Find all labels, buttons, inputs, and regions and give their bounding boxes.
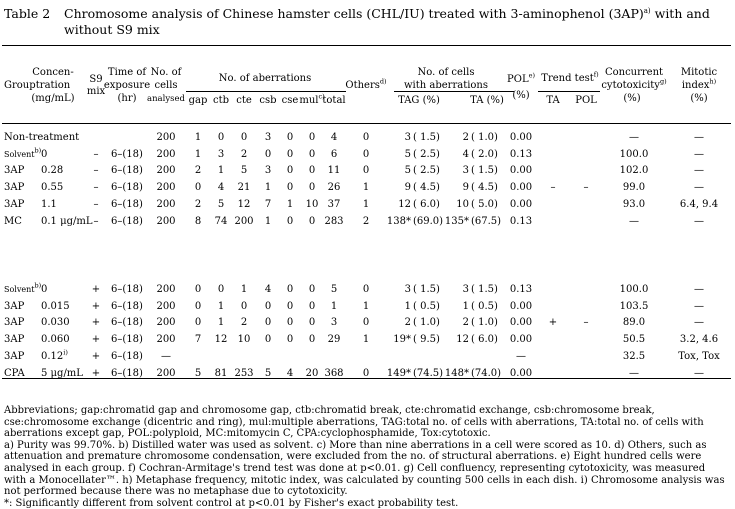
cell-mul: 0 xyxy=(308,300,316,312)
cell-n: 200 xyxy=(156,284,176,295)
cell-cc: — xyxy=(629,132,639,143)
cell-ta: 4 xyxy=(462,148,469,160)
cell-others: 0 xyxy=(362,367,370,379)
cell-ctb: 74 xyxy=(214,215,228,227)
cell-time: 6–(18) xyxy=(111,284,143,295)
cell-cte: 12 xyxy=(237,198,251,210)
cell-conc: 0 xyxy=(41,284,48,295)
cell-cte: 2 xyxy=(240,148,248,160)
cell-pol: 0.13 xyxy=(509,148,533,160)
cell-mul: 0 xyxy=(308,334,316,346)
cell-time: 6–(18) xyxy=(111,148,143,160)
cell-time: 6–(18) xyxy=(111,334,143,346)
cell-n: 200 xyxy=(156,148,176,160)
cell-mi: — xyxy=(694,215,704,227)
cell-ctb: 1 xyxy=(217,300,225,312)
cell-csb: 0 xyxy=(264,300,272,312)
cell-ctb: 4 xyxy=(217,182,225,194)
cell-pol: 0.13 xyxy=(509,284,533,295)
cell-mi: 3.2, 4.6 xyxy=(679,334,719,346)
title-line1: Chromosome analysis of Chinese hamster cells (CHL/IU) treated with 3-aminophenol (3AP) xyxy=(64,6,644,21)
cell-cse: 0 xyxy=(286,300,294,312)
cell-n: 200 xyxy=(156,182,176,194)
cell-cse: 0 xyxy=(286,284,294,295)
cell-s9: + xyxy=(91,317,101,329)
cell-s9: – xyxy=(93,182,99,194)
table-label: Table 2 xyxy=(4,6,51,21)
cell-others: 0 xyxy=(362,165,370,177)
cell-s9: – xyxy=(93,165,99,177)
cell-ctb: 5 xyxy=(217,198,225,210)
cell-cte: 21 xyxy=(237,182,251,194)
cell-s9: + xyxy=(91,284,101,295)
cell-pol: 0.00 xyxy=(509,300,533,312)
cell-csb: 4 xyxy=(264,284,272,295)
cell-pol: 0.00 xyxy=(509,182,533,194)
cell-tagp: ( 6.0) xyxy=(413,198,440,210)
cell-tr-pol: – xyxy=(583,182,589,194)
cell-ta: 2 xyxy=(462,317,469,329)
cell-tr-ta: – xyxy=(550,182,556,194)
header-total: total xyxy=(322,95,346,106)
cell-ta: 1 xyxy=(462,300,469,312)
cell-mul: 0 xyxy=(308,148,316,160)
cell-total: 37 xyxy=(327,198,341,210)
cell-cse: 0 xyxy=(286,148,294,160)
cell-mi: — xyxy=(694,132,704,143)
cell-gap: 5 xyxy=(194,367,202,379)
cell-cte: 253 xyxy=(234,367,254,379)
cell-conc: 0.030 xyxy=(41,317,70,329)
footnotes xyxy=(4,405,731,509)
header-time-3: (hr) xyxy=(117,93,137,104)
cell-cse: 4 xyxy=(286,367,294,379)
cell-conc: 0.28 xyxy=(41,165,64,177)
cell-conc: 0.060 xyxy=(41,334,70,346)
cell-cte: 200 xyxy=(234,215,254,227)
cell-group: 3AP xyxy=(4,198,25,210)
header-ta: TA (%) xyxy=(470,95,504,106)
cell-gap: 1 xyxy=(194,148,202,160)
cell-conc: 5 μg/mL xyxy=(41,367,83,379)
cell-s9: – xyxy=(93,148,99,160)
cell-mul: 0 xyxy=(308,165,316,177)
cell-total: 6 xyxy=(330,148,338,160)
cell-group: MC xyxy=(4,215,22,227)
cell-total: 283 xyxy=(324,215,344,227)
cell-pol: 0.00 xyxy=(509,334,533,346)
cell-mul: 0 xyxy=(308,182,316,194)
cell-mul: 0 xyxy=(308,284,316,295)
cell-conc: 0.015 xyxy=(41,300,70,312)
cell-cc: — xyxy=(629,215,639,227)
cell-mi: — xyxy=(694,165,704,177)
cell-mi: Tox, Tox xyxy=(678,350,720,362)
cell-mi: 6.4, 9.4 xyxy=(679,198,719,210)
cell-tap: ( 1.5) xyxy=(471,284,498,295)
cell-cse: 0 xyxy=(286,182,294,194)
cell-conc: 0 xyxy=(41,148,48,160)
top-rule xyxy=(2,45,731,46)
cell-tap: ( 5.0) xyxy=(471,198,498,210)
cell-pol: 0.00 xyxy=(509,198,533,210)
cell-time: 6–(18) xyxy=(111,317,143,329)
header-trend-pol: POL xyxy=(575,95,597,106)
cell-n: — xyxy=(161,350,171,362)
cell-tap: ( 0.5) xyxy=(471,300,498,312)
cell-cse: 0 xyxy=(286,132,294,143)
cell-group: 3AP xyxy=(4,165,25,177)
cell-tap: ( 1.0) xyxy=(471,132,498,143)
header-cells-1: No. of xyxy=(150,67,182,78)
cell-group: Non-treatment xyxy=(4,132,80,143)
cell-total: 26 xyxy=(327,182,341,194)
cell-tag: 149* xyxy=(386,367,411,379)
cell-s9: + xyxy=(91,367,101,379)
cell-gap: 0 xyxy=(194,300,202,312)
cell-gap: 1 xyxy=(194,132,202,143)
cell-total: 1 xyxy=(330,300,338,312)
header-time-1: Time of xyxy=(107,67,147,78)
cell-cse: 0 xyxy=(286,165,294,177)
cell-cte: 5 xyxy=(240,165,248,177)
cell-ta: 148* xyxy=(444,367,469,379)
cell-ctb: 0 xyxy=(217,132,225,143)
cell-csb: 3 xyxy=(264,132,272,143)
cell-mi: — xyxy=(694,367,704,379)
cell-tap: (74.0) xyxy=(471,367,502,379)
cell-time: 6–(18) xyxy=(111,350,143,362)
cell-others: 1 xyxy=(362,182,370,194)
header-ctb: ctb xyxy=(212,95,230,106)
cell-time: 6–(18) xyxy=(111,198,143,210)
cell-group: 3AP xyxy=(4,350,25,362)
cell-tag: 2 xyxy=(404,317,411,329)
cell-ctb: 3 xyxy=(217,148,225,160)
cell-tag: 5 xyxy=(404,148,411,160)
header-conc-1: Concen- xyxy=(32,67,74,78)
header-tag: TAG (%) xyxy=(398,95,440,106)
cell-total: 368 xyxy=(324,367,344,379)
cell-csb: 5 xyxy=(264,367,272,379)
cell-cc: 50.5 xyxy=(622,334,646,346)
cell-total: 11 xyxy=(327,165,341,177)
cell-ctb: 0 xyxy=(217,284,225,295)
cell-mul: 20 xyxy=(305,367,319,379)
header-pol-pct: (%) xyxy=(512,90,530,101)
footnote-line-4: with a Monocellater™. h) Metaphase frequency, mitotic index, was calculated by counting 500 cells in each dish. i) Chromosome analysis was xyxy=(4,474,725,486)
cell-gap: 2 xyxy=(194,198,202,210)
cell-cte: 2 xyxy=(240,317,248,329)
cell-others: 0 xyxy=(362,284,370,295)
header-time-2: exposure xyxy=(103,80,151,91)
cell-time: 6–(18) xyxy=(111,215,143,227)
header-s9-2: mix xyxy=(86,86,106,97)
abbreviations-line-3: aberrations except gap, POL:polyploid, MC:mitomycin C, CPA:cyclophosphamide, Tox:cytotoxic. xyxy=(4,428,491,440)
cell-tag: 1 xyxy=(404,300,411,312)
cell-n: 200 xyxy=(156,132,176,143)
cell-n: 200 xyxy=(156,300,176,312)
cell-ctb: 1 xyxy=(217,317,225,329)
cell-ta: 12 xyxy=(456,334,469,346)
abbreviations-line-2: cse:chromosome exchange (dicentric and ring), mul:multiple aberrations, TAG:total no. of cells with aberrations, TA:total no. of cells with xyxy=(4,416,704,428)
cell-tagp: ( 4.5) xyxy=(413,182,440,194)
cell-cte: 0 xyxy=(240,132,248,143)
cell-csb: 7 xyxy=(264,198,272,210)
cell-mi: — xyxy=(694,317,704,329)
footnote-line-1: a) Purity was 99.70%. b) Distilled water was used as solvent. c) More than nine aberrations in a cell were scored as 10. d) Others, such as xyxy=(4,439,707,451)
footnote-line-3: analysed in each group. f) Cochran-Armitage's trend test was done at p<0.01. g) Cell confluency, representing cytotoxicity, was measured xyxy=(4,462,706,474)
cell-tagp: (69.0) xyxy=(413,215,444,227)
header-rule xyxy=(2,123,731,124)
cell-cc: 93.0 xyxy=(622,198,646,210)
cell-ctb: 81 xyxy=(214,367,228,379)
cell-cc: 99.0 xyxy=(622,182,646,194)
cell-group: CPA xyxy=(4,367,25,379)
cell-conc: 0.1 μg/mL xyxy=(41,215,93,227)
cell-tap: ( 6.0) xyxy=(471,334,498,346)
cell-cte: 0 xyxy=(240,300,248,312)
cell-s9: – xyxy=(93,215,99,227)
header-mi-3: (%) xyxy=(690,93,708,104)
cell-csb: 3 xyxy=(264,165,272,177)
cell-tag: 3 xyxy=(404,132,411,143)
header-cte: cte xyxy=(236,95,252,106)
cell-cte: 10 xyxy=(237,334,251,346)
cell-conc: 0.55 xyxy=(41,182,64,194)
cell-n: 200 xyxy=(156,198,176,210)
cell-tagp: ( 1.5) xyxy=(413,284,440,295)
header-mi-1: Mitotic xyxy=(680,67,718,78)
cell-s9: + xyxy=(91,300,101,312)
header-s9-1: S9 xyxy=(89,74,103,85)
header-cc-3: (%) xyxy=(623,93,641,104)
cell-ta: 3 xyxy=(462,284,469,295)
cell-cc: 32.5 xyxy=(622,350,646,362)
cell-tr-pol: – xyxy=(583,317,589,329)
cell-gap: 8 xyxy=(194,215,202,227)
cell-tag: 5 xyxy=(404,165,411,177)
cell-tap: ( 1.0) xyxy=(471,317,498,329)
cell-ta: 2 xyxy=(462,132,469,143)
cell-tagp: (74.5) xyxy=(413,367,444,379)
cell-gap: 7 xyxy=(194,334,202,346)
header-cse: cse xyxy=(281,95,299,106)
cell-cte: 1 xyxy=(240,284,248,295)
cell-tagp: ( 0.5) xyxy=(413,300,440,312)
cell-group: Solvent$^{b)}$ xyxy=(4,281,42,294)
title-line1-end: with and xyxy=(650,6,710,21)
bottom-rule xyxy=(2,378,731,379)
cell-time: 6–(18) xyxy=(111,300,143,312)
cell-ta: 9 xyxy=(462,182,469,194)
cell-cse: 1 xyxy=(286,198,294,210)
cell-total: 29 xyxy=(327,334,341,346)
cell-others: 1 xyxy=(362,334,370,346)
cell-n: 200 xyxy=(156,215,176,227)
title-line2: without S9 mix xyxy=(64,22,160,37)
cell-others: 0 xyxy=(362,317,370,329)
header-cells-3: analysed xyxy=(147,94,185,104)
cell-others: 2 xyxy=(362,215,370,227)
cell-ctb: 12 xyxy=(214,334,228,346)
header-nocells-1: No. of cells xyxy=(417,67,475,78)
cell-cse: 0 xyxy=(286,317,294,329)
header-cc-2: cytotoxicity$^{g)}$ xyxy=(601,77,667,91)
cell-group: 3AP xyxy=(4,300,25,312)
cell-cse: 0 xyxy=(286,215,294,227)
cell-total: 4 xyxy=(330,132,338,143)
cell-gap: 0 xyxy=(194,317,202,329)
header-conc-2: tration xyxy=(35,80,71,91)
cell-mi: — xyxy=(694,182,704,194)
header-group: Group xyxy=(4,80,36,91)
cell-cc: — xyxy=(629,367,639,379)
cell-time: 6–(18) xyxy=(111,165,143,177)
cell-mul: 0 xyxy=(308,215,316,227)
cell-tap: ( 4.5) xyxy=(471,182,498,194)
cell-csb: 0 xyxy=(264,334,272,346)
cell-mul: 0 xyxy=(308,317,316,329)
header-pol: POL$^{e)}$ xyxy=(507,71,535,85)
header-others: Others$^{d)}$ xyxy=(345,77,387,91)
table-title xyxy=(4,6,729,38)
cell-others: 1 xyxy=(362,300,370,312)
cell-tr-ta: + xyxy=(548,317,558,329)
cell-tag: 3 xyxy=(404,284,411,295)
footnote-line-5: not performed because there was no metaphase due to cytotoxicity. xyxy=(4,486,348,498)
cell-s9: + xyxy=(91,350,101,362)
cell-total: 5 xyxy=(330,284,338,295)
cell-csb: 0 xyxy=(264,148,272,160)
cell-csb: 1 xyxy=(264,182,272,194)
cell-group: Solvent$^{b)}$ xyxy=(4,146,42,159)
cell-time: 6–(18) xyxy=(111,367,143,379)
cell-n: 200 xyxy=(156,334,176,346)
header-csb: csb xyxy=(259,95,277,106)
cell-time: 6–(18) xyxy=(111,182,143,194)
header-mul: mul$^{c)}$ xyxy=(299,92,325,106)
cell-tag: 138* xyxy=(386,215,411,227)
cell-cse: 0 xyxy=(286,334,294,346)
header-trend: Trend test$^{f)}$ xyxy=(541,70,599,84)
cell-pol: 0.00 xyxy=(509,165,533,177)
cell-tap: ( 2.0) xyxy=(471,148,498,160)
cell-pol: — xyxy=(516,350,526,362)
header-nocells-2: with aberrations xyxy=(403,80,489,91)
header-cells-2: cells xyxy=(154,80,178,91)
cell-mi: — xyxy=(694,284,704,295)
cell-cc: 100.0 xyxy=(619,148,649,160)
cell-tag: 19* xyxy=(393,334,411,346)
header-aberrations: No. of aberrations xyxy=(218,73,312,84)
trend-subrule xyxy=(538,91,600,92)
header-gap: gap xyxy=(188,95,208,106)
cell-tag: 9 xyxy=(404,182,411,194)
cell-tagp: ( 2.5) xyxy=(413,165,440,177)
header-cc-1: Concurrent xyxy=(604,67,664,78)
cell-conc: 0.12$^{i)}$ xyxy=(41,348,68,362)
cell-cc: 103.5 xyxy=(619,300,649,312)
cell-ta: 10 xyxy=(456,198,469,210)
cell-pol: 0.00 xyxy=(509,367,533,379)
cell-s9: – xyxy=(93,198,99,210)
cell-group: 3AP xyxy=(4,317,25,329)
title-footnote-marker: a) xyxy=(643,6,651,15)
cell-tap: (67.5) xyxy=(471,215,502,227)
cell-tap: ( 1.5) xyxy=(471,165,498,177)
cell-tagp: ( 9.5) xyxy=(413,334,440,346)
cell-gap: 0 xyxy=(194,182,202,194)
cell-tag: 12 xyxy=(398,198,411,210)
cell-n: 200 xyxy=(156,165,176,177)
cell-others: 1 xyxy=(362,198,370,210)
cell-gap: 2 xyxy=(194,165,202,177)
cell-csb: 1 xyxy=(264,215,272,227)
cell-ta: 3 xyxy=(462,165,469,177)
cell-others: 0 xyxy=(362,148,370,160)
cell-tagp: ( 1.5) xyxy=(413,132,440,143)
abbreviations-line-1: Abbreviations; gap:chromatid gap and chromosome gap, ctb:chromatid break, cte:chromatid exchange, csb:chromosome break, xyxy=(4,405,655,416)
cell-n: 200 xyxy=(156,367,176,379)
cell-pol: 0.00 xyxy=(509,317,533,329)
footnote-line-6: *: Significantly different from solvent control at p<0.01 by Fisher's exact probability test. xyxy=(4,497,459,509)
header-mi-2: index$^{h)}$ xyxy=(681,77,717,91)
footnote-line-2: attenuation and premature chromosome condensation, were excluded from the no. of structural aberrations. e) Eight hundred cells were xyxy=(4,451,702,463)
header-trend-ta: TA xyxy=(546,95,560,106)
cell-mi: — xyxy=(694,148,704,160)
cell-pol: 0.13 xyxy=(509,215,533,227)
cell-gap: 0 xyxy=(194,284,202,295)
cell-group: 3AP xyxy=(4,182,25,194)
cell-conc: 1.1 xyxy=(41,198,57,210)
nocells-subrule xyxy=(394,91,514,92)
cell-ctb: 1 xyxy=(217,165,225,177)
cell-tagp: ( 2.5) xyxy=(413,148,440,160)
cell-csb: 0 xyxy=(264,317,272,329)
cell-cc: 89.0 xyxy=(622,317,646,329)
cell-mi: — xyxy=(694,300,704,312)
cell-mul: 0 xyxy=(308,132,316,143)
cell-cc: 102.0 xyxy=(619,165,649,177)
cell-group: 3AP xyxy=(4,334,25,346)
cell-total: 3 xyxy=(330,317,338,329)
cell-n: 200 xyxy=(156,317,176,329)
header-conc-3: (mg/mL) xyxy=(31,93,75,104)
cell-cc: 100.0 xyxy=(619,284,649,295)
cell-ta: 135* xyxy=(444,215,469,227)
cell-s9: + xyxy=(91,334,101,346)
cell-others: 0 xyxy=(362,132,370,143)
cell-pol: 0.00 xyxy=(509,132,533,143)
cell-tagp: ( 1.0) xyxy=(413,317,440,329)
cell-mul: 10 xyxy=(305,198,319,210)
